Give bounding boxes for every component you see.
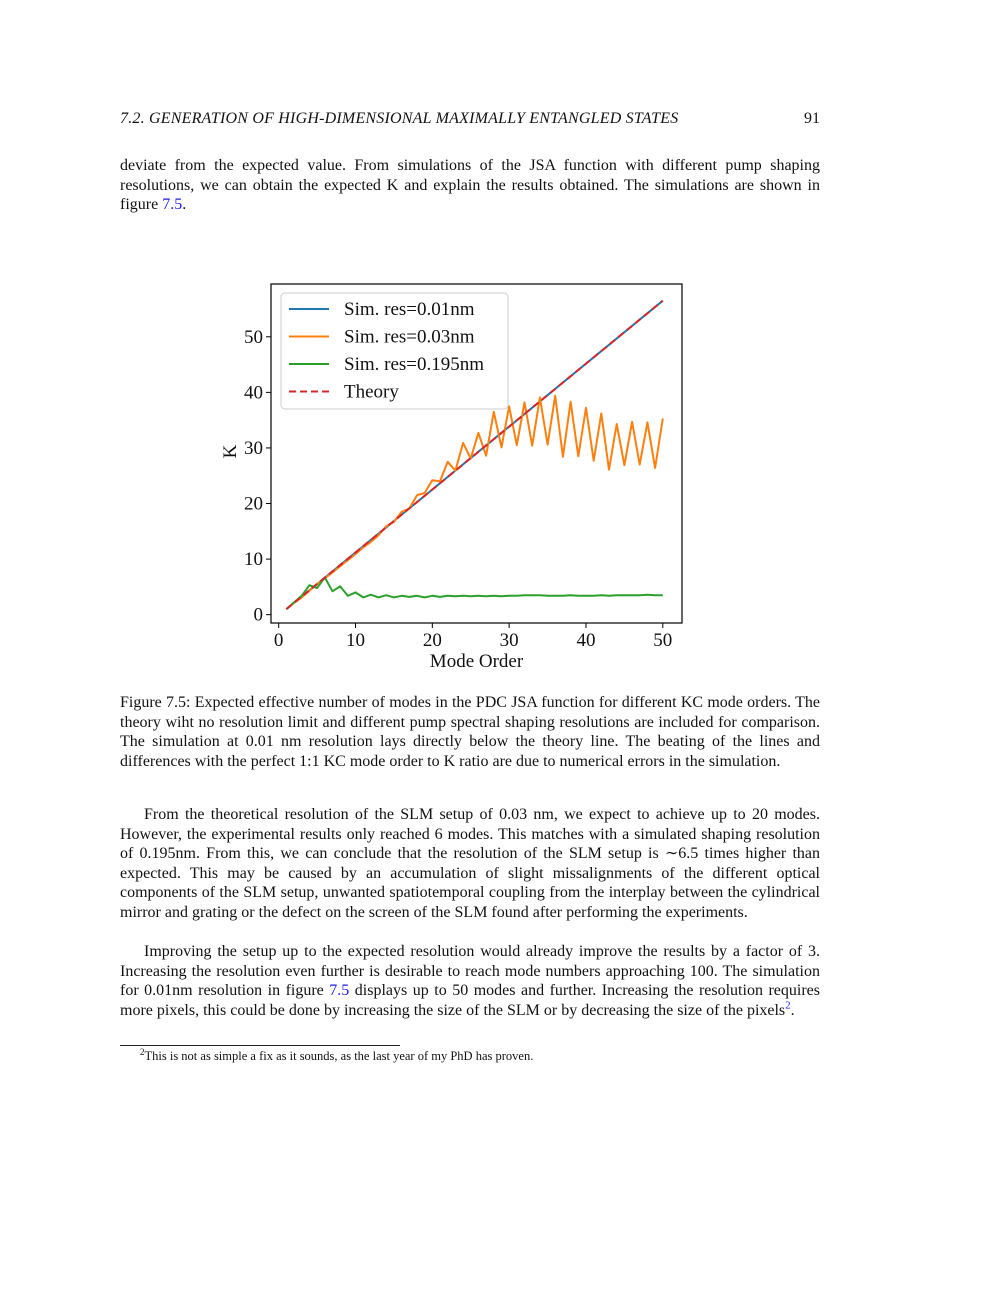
footnote-text: This is not as simple a fix as it sounds, as the last year of my PhD has proven. [144, 1049, 534, 1063]
paragraph-improvement-text-a: Improving the setup up to the expected resolution would already improve the results by a factor of 3. Increasing the resolution even further is desirable to reach mode numbers approaching 100. The simulation for 0.01nm resolution in figure [120, 943, 820, 1000]
y-tick-label: 30 [244, 437, 263, 459]
footnote-number: 2 [140, 1046, 145, 1057]
footnote-marker-link[interactable]: 2 [785, 999, 791, 1012]
x-axis-label: Mode Order [429, 651, 524, 672]
paragraph-intro-end: . [182, 196, 187, 214]
paragraph-improvement-end: . [790, 1001, 795, 1019]
y-tick-label: 10 [244, 549, 263, 571]
series-line-sim-res-0-195nm [286, 577, 662, 609]
legend-label-theory: Theory [344, 381, 399, 403]
x-tick-label: 30 [499, 630, 519, 651]
paragraph-improvement-text-b: displays up to 50 modes and further. Increasing the resolution requires more pixels, this could be done by increasing the size of the SLM or by decreasing the size of the pixels [120, 982, 820, 1019]
x-tick-label: 10 [346, 630, 366, 651]
legend-label-sim-res-0-01nm: Sim. res=0.01nm [344, 299, 475, 320]
y-tick-label: 20 [244, 493, 263, 515]
x-tick-label: 40 [576, 630, 596, 651]
x-tick-label: 20 [422, 630, 442, 651]
series-line-sim-res-0-03nm [286, 396, 662, 609]
x-tick-label: 50 [653, 630, 673, 651]
figure-reference-link-2[interactable]: 7.5 [329, 982, 350, 1000]
paragraph-intro-text: deviate from the expected value. From simulations of the JSA function with different pump shaping resolutions, we can obtain the expected K and explain the results obtained. The simulations are shown in figure [120, 157, 820, 214]
legend-label-sim-res-0-195nm: Sim. res=0.195nm [344, 354, 485, 375]
section-title: 7.2. GENERATION OF HIGH-DIMENSIONAL MAXIMALLY ENTANGLED STATES [120, 110, 679, 127]
y-tick-label: 0 [253, 604, 263, 626]
legend-label-sim-res-0-03nm: Sim. res=0.03nm [344, 326, 475, 348]
paragraph-resolution-analysis: From the theoretical resolution of the SLM setup of 0.03 nm, we expect to achieve up to 20 modes. However, the experimental results only reached 6 modes. This matches with a simulated shaping resolution of 0.195nm. From this, we can conclude that the resolution of the SLM setup is ∼6.5 times higher than expected. This may be caused by an accumulation of slight missalignments of the different optical components of the SLM setup, unwanted spatiotemporal coupling from the interplay between the cylindrical mirror and grating or the defect on the screen of the SLM found after performing the experiments. [120, 806, 820, 921]
x-tick-label: 0 [273, 630, 284, 651]
y-axis-label: K [220, 444, 241, 459]
y-tick-label: 50 [244, 326, 263, 348]
figure-caption: Figure 7.5: Expected effective number of modes in the PDC JSA function for different KC mode orders. The theory wiht no resolution limit and different pump spectral shaping resolutions are included for comparison. The simulation at 0.01 nm resolution lays directly below the theory line. The beating of the lines and differences with the perfect 1:1 KC mode order to K ratio are due to numerical errors in the simulation. [120, 694, 820, 770]
page-number: 91 [804, 110, 820, 127]
figure-reference-link[interactable]: 7.5 [162, 196, 183, 214]
y-tick-label: 40 [244, 382, 263, 404]
